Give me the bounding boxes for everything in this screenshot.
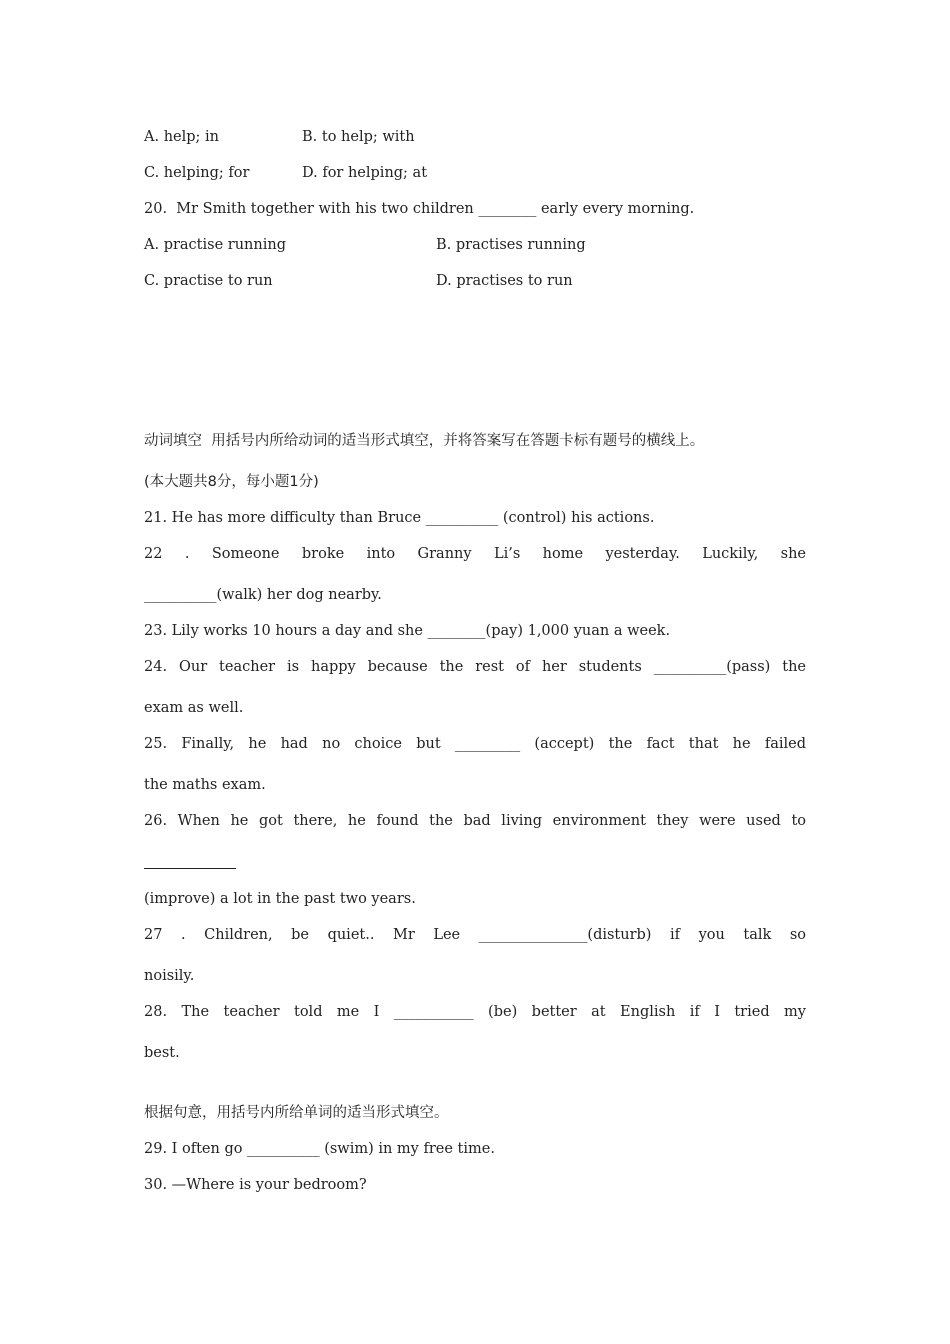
q27-line1: 27 . Children, be quiet.. Mr Lee _______________(disturb) if you talk so bbox=[144, 927, 806, 943]
q28-line2: best. bbox=[144, 1045, 180, 1061]
q19-option-d: D. for helping; at bbox=[302, 165, 428, 181]
q19-option-c: C. helping; for bbox=[144, 165, 250, 181]
q29: 29. I often go __________ (swim) in my free time. bbox=[144, 1141, 495, 1157]
q25-line1: 25. Finally, he had no choice but _________ (accept) the fact that he failed bbox=[144, 736, 806, 752]
q23: 23. Lily works 10 hours a day and she ________(pay) 1,000 yuan a week. bbox=[144, 623, 671, 639]
q20-option-d: D. practises to run bbox=[436, 273, 573, 289]
section-instruction-word-form: 根据句意，用括号内所给单词的适当形式填空。 bbox=[144, 1105, 449, 1121]
q22-line2: __________(walk) her dog nearby. bbox=[144, 587, 382, 603]
q26-answer-blank bbox=[144, 868, 236, 869]
q27-line2: noisily. bbox=[144, 968, 195, 984]
q20-option-b: B. practises running bbox=[436, 237, 586, 253]
q22-line1: 22 . Someone broke into Granny Li’s home yesterday. Luckily, she bbox=[144, 546, 806, 562]
q24-line1: 24. Our teacher is happy because the rest of her students __________(pass) the bbox=[144, 659, 806, 675]
section-instruction-verb-fill: 动词填空 用括号内所给动词的适当形式填空，并将答案写在答题卡标有题号的横线上。 bbox=[144, 433, 705, 449]
section-score-note: (本大题共8分，每小题1分) bbox=[144, 474, 319, 490]
q19-option-a: A. help; in bbox=[144, 129, 219, 145]
q20-option-a: A. practise running bbox=[144, 237, 286, 253]
q26-line1: 26. When he got there, he found the bad living environment they were used to bbox=[144, 813, 806, 829]
q25-line2: the maths exam. bbox=[144, 777, 266, 793]
q24-line2: exam as well. bbox=[144, 700, 244, 716]
q19-option-b: B. to help; with bbox=[302, 129, 415, 145]
q21: 21. He has more difficulty than Bruce __________ (control) his actions. bbox=[144, 510, 655, 526]
q20-stem: 20. Mr Smith together with his two children ________ early every morning. bbox=[144, 201, 695, 217]
q28-line1: 28. The teacher told me I ___________ (be) better at English if I tried my bbox=[144, 1004, 806, 1020]
q30: 30. —Where is your bedroom? bbox=[144, 1177, 367, 1193]
q26-line2: (improve) a lot in the past two years. bbox=[144, 891, 416, 907]
q20-option-c: C. practise to run bbox=[144, 273, 273, 289]
